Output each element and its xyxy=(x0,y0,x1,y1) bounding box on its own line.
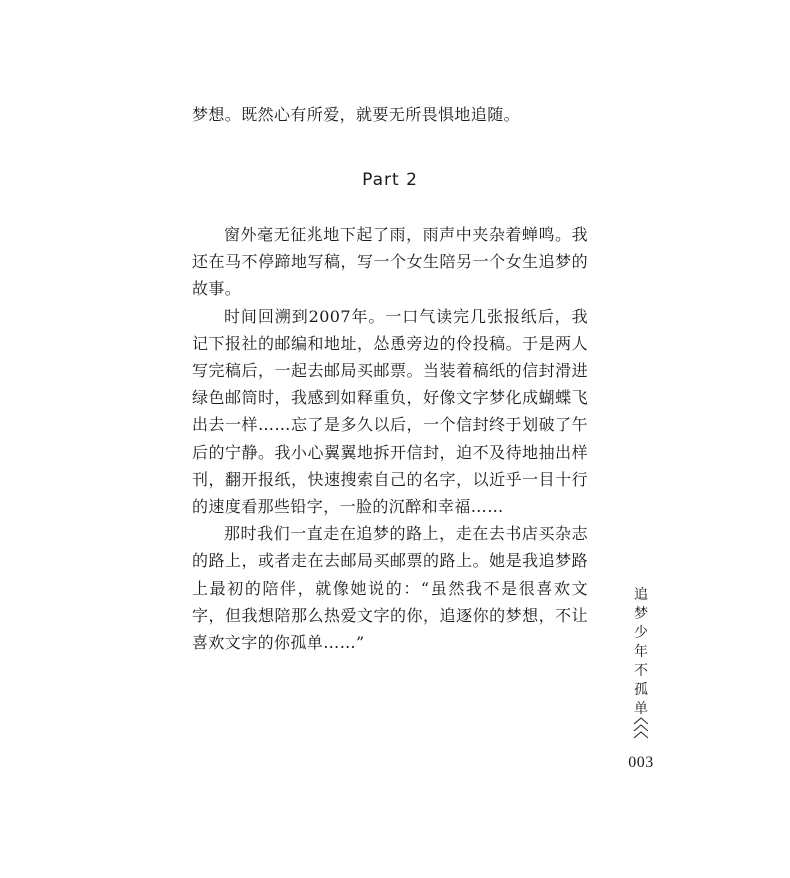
page-number: 003 xyxy=(628,754,654,771)
triple-chevron-up-icon xyxy=(631,716,651,742)
running-title-char: 梦 xyxy=(634,606,648,622)
running-title-char: 追 xyxy=(634,587,648,603)
main-text xyxy=(192,221,588,656)
paragraph: 窗外毫无征兆地下起了雨，雨声中夹杂着蝉鸣。我还在马不停蹄地写稿，写一个女生陪另一个女生追梦的故事。 xyxy=(192,225,588,299)
running-title-char: 不 xyxy=(634,663,648,679)
running-title-char: 单 xyxy=(634,701,648,717)
running-title-char: 孤 xyxy=(634,682,648,698)
running-title xyxy=(630,586,652,719)
paragraph: 时间回溯到2007年。一口气读完几张报纸后，我记下报社的邮编和地址，怂恿旁边的伶投稿。于是两人写完稿后，一起去邮局买邮票。当装着稿纸的信封滑进绿色邮筒时，我感到如释重负，好像文字梦化成蝴蝶飞出去一样……忘了是多久以后，一个信封终于划破了午后的宁静。我小心翼翼地拆开信封，迫不及待地抽出样刊，翻开报纸，快速搜索自己的名字，以近乎一目十行的速度看那些铅字，一脸的沉醉和幸福…… xyxy=(192,306,588,517)
paragraph: 那时我们一直走在追梦的路上，走在去书店买杂志的路上，或者走在去邮局买邮票的路上。她是我追梦路上最初的陪伴，就像她说的：“虽然我不是很喜欢文字，但我想陪那么热爱文字的你，追逐你的梦想，不让喜欢文字的你孤单……” xyxy=(192,524,588,653)
section-heading: Part 2 xyxy=(362,170,418,190)
running-title-char: 少 xyxy=(634,625,648,641)
lead-line: 梦想。既然心有所爱，就要无所畏惧地追随。 xyxy=(192,105,521,124)
running-title-char: 年 xyxy=(634,644,648,660)
